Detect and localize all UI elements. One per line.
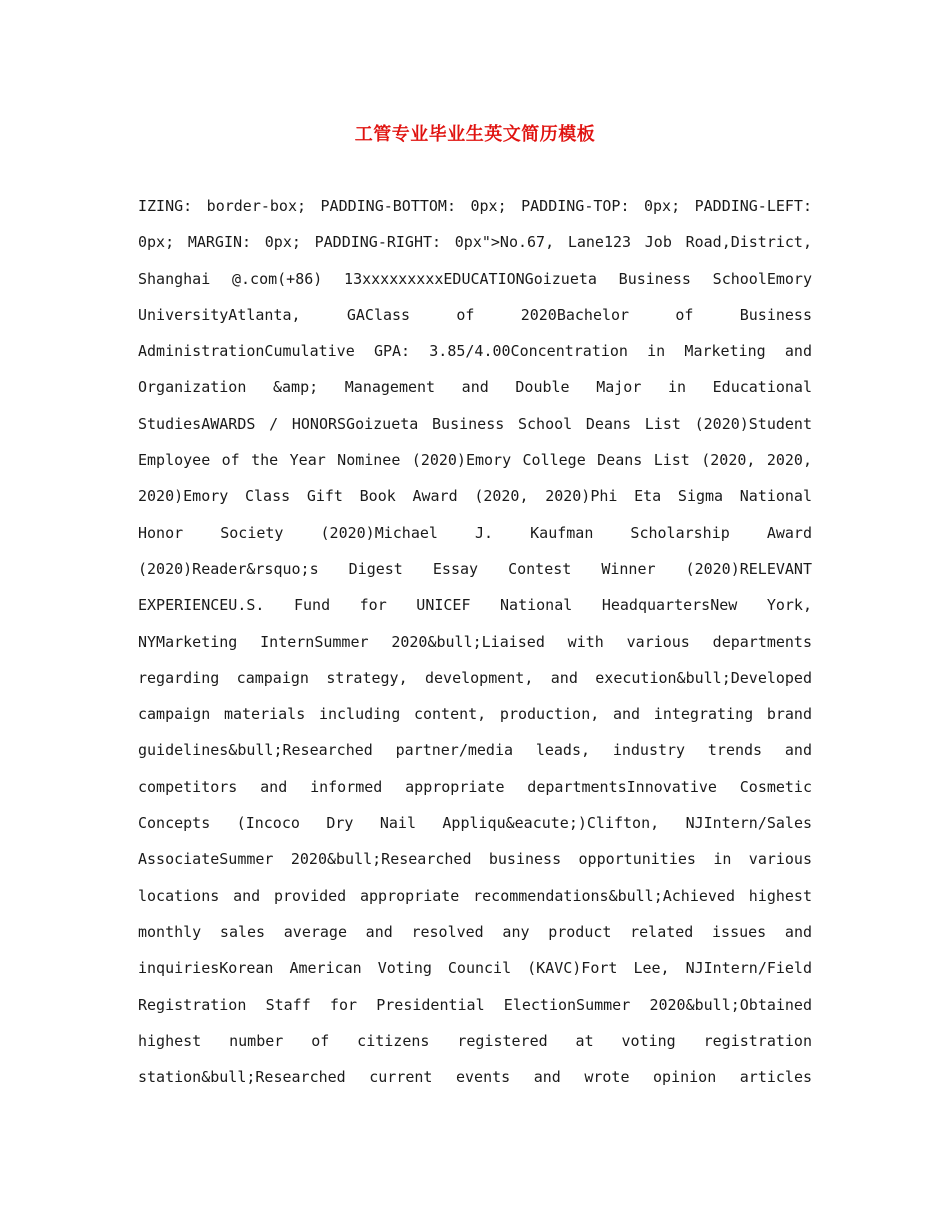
body-text-line: AdministrationCumulative GPA: 3.85/4.00Concentration in Marketing and bbox=[138, 342, 812, 361]
body-text-line: (2020)Reader&rsquo;s Digest Essay Contest Winner (2020)RELEVANT bbox=[138, 559, 812, 578]
document-title: 工管专业毕业生英文简历模板 bbox=[354, 124, 596, 145]
document-body-text bbox=[138, 188, 812, 1095]
body-text-line: inquiriesKorean American Voting Council (KAVC)Fort Lee, NJIntern/Field bbox=[138, 959, 812, 978]
body-text-line: EXPERIENCEU.S. Fund for UNICEF National HeadquartersNew York, bbox=[138, 596, 812, 615]
body-text-line: highest number of citizens registered at voting registration bbox=[138, 1031, 812, 1050]
body-text-line: monthly sales average and resolved any product related issues and bbox=[138, 922, 812, 941]
body-text-line: IZING: border-box; PADDING-BOTTOM: 0px; PADDING-TOP: 0px; PADDING-LEFT: bbox=[138, 197, 812, 215]
body-text-line: 2020)Emory Class Gift Book Award (2020, 2020)Phi Eta Sigma National bbox=[138, 487, 812, 506]
body-text-line: competitors and informed appropriate departmentsInnovative Cosmetic bbox=[138, 777, 812, 796]
body-text-line: Concepts (Incoco Dry Nail Appliqu&eacute;)Clifton, NJIntern/Sales bbox=[138, 814, 812, 833]
body-text-line: Shanghai @.com(+86) 13xxxxxxxxxEDUCATIONGoizueta Business SchoolEmory bbox=[138, 269, 812, 288]
body-text-line: Employee of the Year Nominee (2020)Emory College Deans List (2020, 2020, bbox=[138, 451, 812, 470]
body-text-line: UniversityAtlanta, GAClass of 2020Bachelor of Business bbox=[138, 305, 812, 324]
body-text-line: guidelines&bull;Researched partner/media leads, industry trends and bbox=[138, 741, 812, 760]
body-text-line: campaign materials including content, production, and integrating brand bbox=[138, 705, 812, 724]
body-text-line: Registration Staff for Presidential ElectionSummer 2020&bull;Obtained bbox=[138, 995, 812, 1014]
body-text-line: StudiesAWARDS / HONORSGoizueta Business School Deans List (2020)Student bbox=[138, 414, 812, 433]
body-text-line: 0px; MARGIN: 0px; PADDING-RIGHT: 0px">No.67, Lane123 Job Road,District, bbox=[138, 233, 812, 252]
body-text-line: station&bull;Researched current events and wrote opinion articles bbox=[138, 1068, 812, 1087]
body-text-line: Organization &amp; Management and Double Major in Educational bbox=[138, 378, 812, 397]
body-text-line: AssociateSummer 2020&bull;Researched business opportunities in various bbox=[138, 850, 812, 869]
body-text-line: locations and provided appropriate recommendations&bull;Achieved highest bbox=[138, 886, 812, 905]
body-text-line: NYMarketing InternSummer 2020&bull;Liaised with various departments bbox=[138, 632, 812, 651]
body-text-line: Honor Society (2020)Michael J. Kaufman Scholarship Award bbox=[138, 523, 812, 542]
body-text-line: regarding campaign strategy, development, and execution&bull;Developed bbox=[138, 668, 812, 687]
